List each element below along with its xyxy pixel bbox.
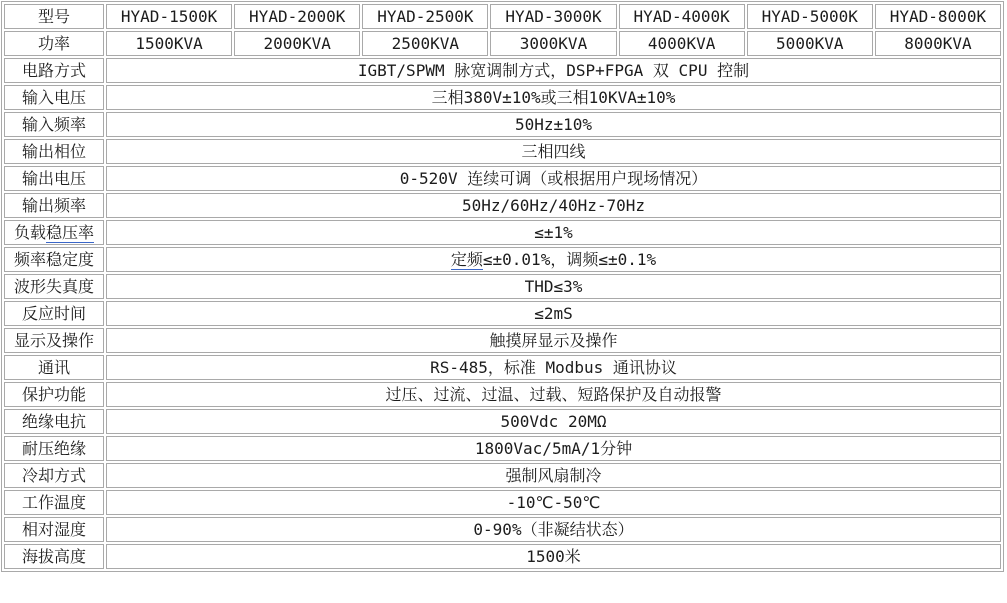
model-cell: HYAD-2000K — [234, 4, 360, 29]
power-cell: 4000KVA — [619, 31, 745, 56]
spec-value: 1800Vac/5mA/1分钟 — [106, 436, 1001, 461]
spec-label: 通讯 — [4, 355, 104, 380]
spec-row-relative-humidity — [4, 517, 1001, 542]
spec-label: 反应时间 — [4, 301, 104, 326]
spec-row-response-time — [4, 301, 1001, 326]
spec-label: 输出相位 — [4, 139, 104, 164]
spec-label: 输入频率 — [4, 112, 104, 137]
power-row — [4, 31, 1001, 56]
spec-value: 1500米 — [106, 544, 1001, 569]
spec-label: 电路方式 — [4, 58, 104, 83]
spec-row-operating-temperature — [4, 490, 1001, 515]
power-cell: 8000KVA — [875, 31, 1001, 56]
spec-value: 过压、过流、过温、过载、短路保护及自动报警 — [106, 382, 1001, 407]
spec-label: 相对湿度 — [4, 517, 104, 542]
spec-value: 50Hz/60Hz/40Hz-70Hz — [106, 193, 1001, 218]
spec-row-circuit — [4, 58, 1001, 83]
spec-row-input-voltage — [4, 85, 1001, 110]
model-row-label: 型号 — [4, 4, 104, 29]
spec-value: RS-485，标准 Modbus 通讯协议 — [106, 355, 1001, 380]
spec-value-underlined-text: 定频 — [450, 250, 483, 269]
spec-label: 工作温度 — [4, 490, 104, 515]
spec-value: 500Vdc 20MΩ — [106, 409, 1001, 434]
spec-row-waveform-distortion — [4, 274, 1001, 299]
spec-value: 三相四线 — [106, 139, 1001, 164]
model-cell: HYAD-1500K — [106, 4, 232, 29]
spec-row-protection — [4, 382, 1001, 407]
spec-label: 输出频率 — [4, 193, 104, 218]
model-cell: HYAD-5000K — [747, 4, 873, 29]
spec-value: 触摸屏显示及操作 — [106, 328, 1001, 353]
spec-label-underlined-text: 稳压率 — [46, 223, 95, 242]
model-cell: HYAD-2500K — [362, 4, 488, 29]
spec-value — [106, 247, 1001, 272]
spec-row-input-frequency — [4, 112, 1001, 137]
spec-value: IGBT/SPWM 脉宽调制方式，DSP+FPGA 双 CPU 控制 — [106, 58, 1001, 83]
spec-label: 耐压绝缘 — [4, 436, 104, 461]
spec-row-insulation-resistance — [4, 409, 1001, 434]
spec-value: 50Hz±10% — [106, 112, 1001, 137]
spec-label: 绝缘电抗 — [4, 409, 104, 434]
power-cell: 2500KVA — [362, 31, 488, 56]
spec-value: ≤2mS — [106, 301, 1001, 326]
power-row-label: 功率 — [4, 31, 104, 56]
model-row — [4, 4, 1001, 29]
spec-value-text: ≤±0.01%，调频≤±0.1% — [482, 250, 657, 269]
spec-label: 保护功能 — [4, 382, 104, 407]
spec-row-cooling — [4, 463, 1001, 488]
power-cell: 5000KVA — [747, 31, 873, 56]
spec-value: 三相380V±10%或三相10KVA±10% — [106, 85, 1001, 110]
model-cell: HYAD-3000K — [490, 4, 616, 29]
specification-table — [1, 1, 1004, 572]
spec-label: 输出电压 — [4, 166, 104, 191]
spec-label: 冷却方式 — [4, 463, 104, 488]
spec-label: 显示及操作 — [4, 328, 104, 353]
spec-label — [4, 220, 104, 245]
spec-row-withstand-voltage — [4, 436, 1001, 461]
spec-row-output-voltage — [4, 166, 1001, 191]
spec-value: ≤±1% — [106, 220, 1001, 245]
spec-row-frequency-stability — [4, 247, 1001, 272]
spec-row-display-operation — [4, 328, 1001, 353]
spec-row-load-regulation — [4, 220, 1001, 245]
spec-row-output-frequency — [4, 193, 1001, 218]
model-cell: HYAD-4000K — [619, 4, 745, 29]
spec-row-altitude — [4, 544, 1001, 569]
spec-label-text: 负载 — [13, 223, 46, 242]
spec-value: 0-520V 连续可调（或根据用户现场情况） — [106, 166, 1001, 191]
spec-value: THD≤3% — [106, 274, 1001, 299]
spec-row-communication — [4, 355, 1001, 380]
spec-label: 频率稳定度 — [4, 247, 104, 272]
spec-label: 输入电压 — [4, 85, 104, 110]
spec-value: 强制风扇制冷 — [106, 463, 1001, 488]
spec-label: 波形失真度 — [4, 274, 104, 299]
spec-row-output-phase — [4, 139, 1001, 164]
spec-label: 海拔高度 — [4, 544, 104, 569]
power-cell: 3000KVA — [490, 31, 616, 56]
spec-value: 0-90%（非凝结状态） — [106, 517, 1001, 542]
power-cell: 1500KVA — [106, 31, 232, 56]
power-cell: 2000KVA — [234, 31, 360, 56]
spec-value: -10℃-50℃ — [106, 490, 1001, 515]
model-cell: HYAD-8000K — [875, 4, 1001, 29]
